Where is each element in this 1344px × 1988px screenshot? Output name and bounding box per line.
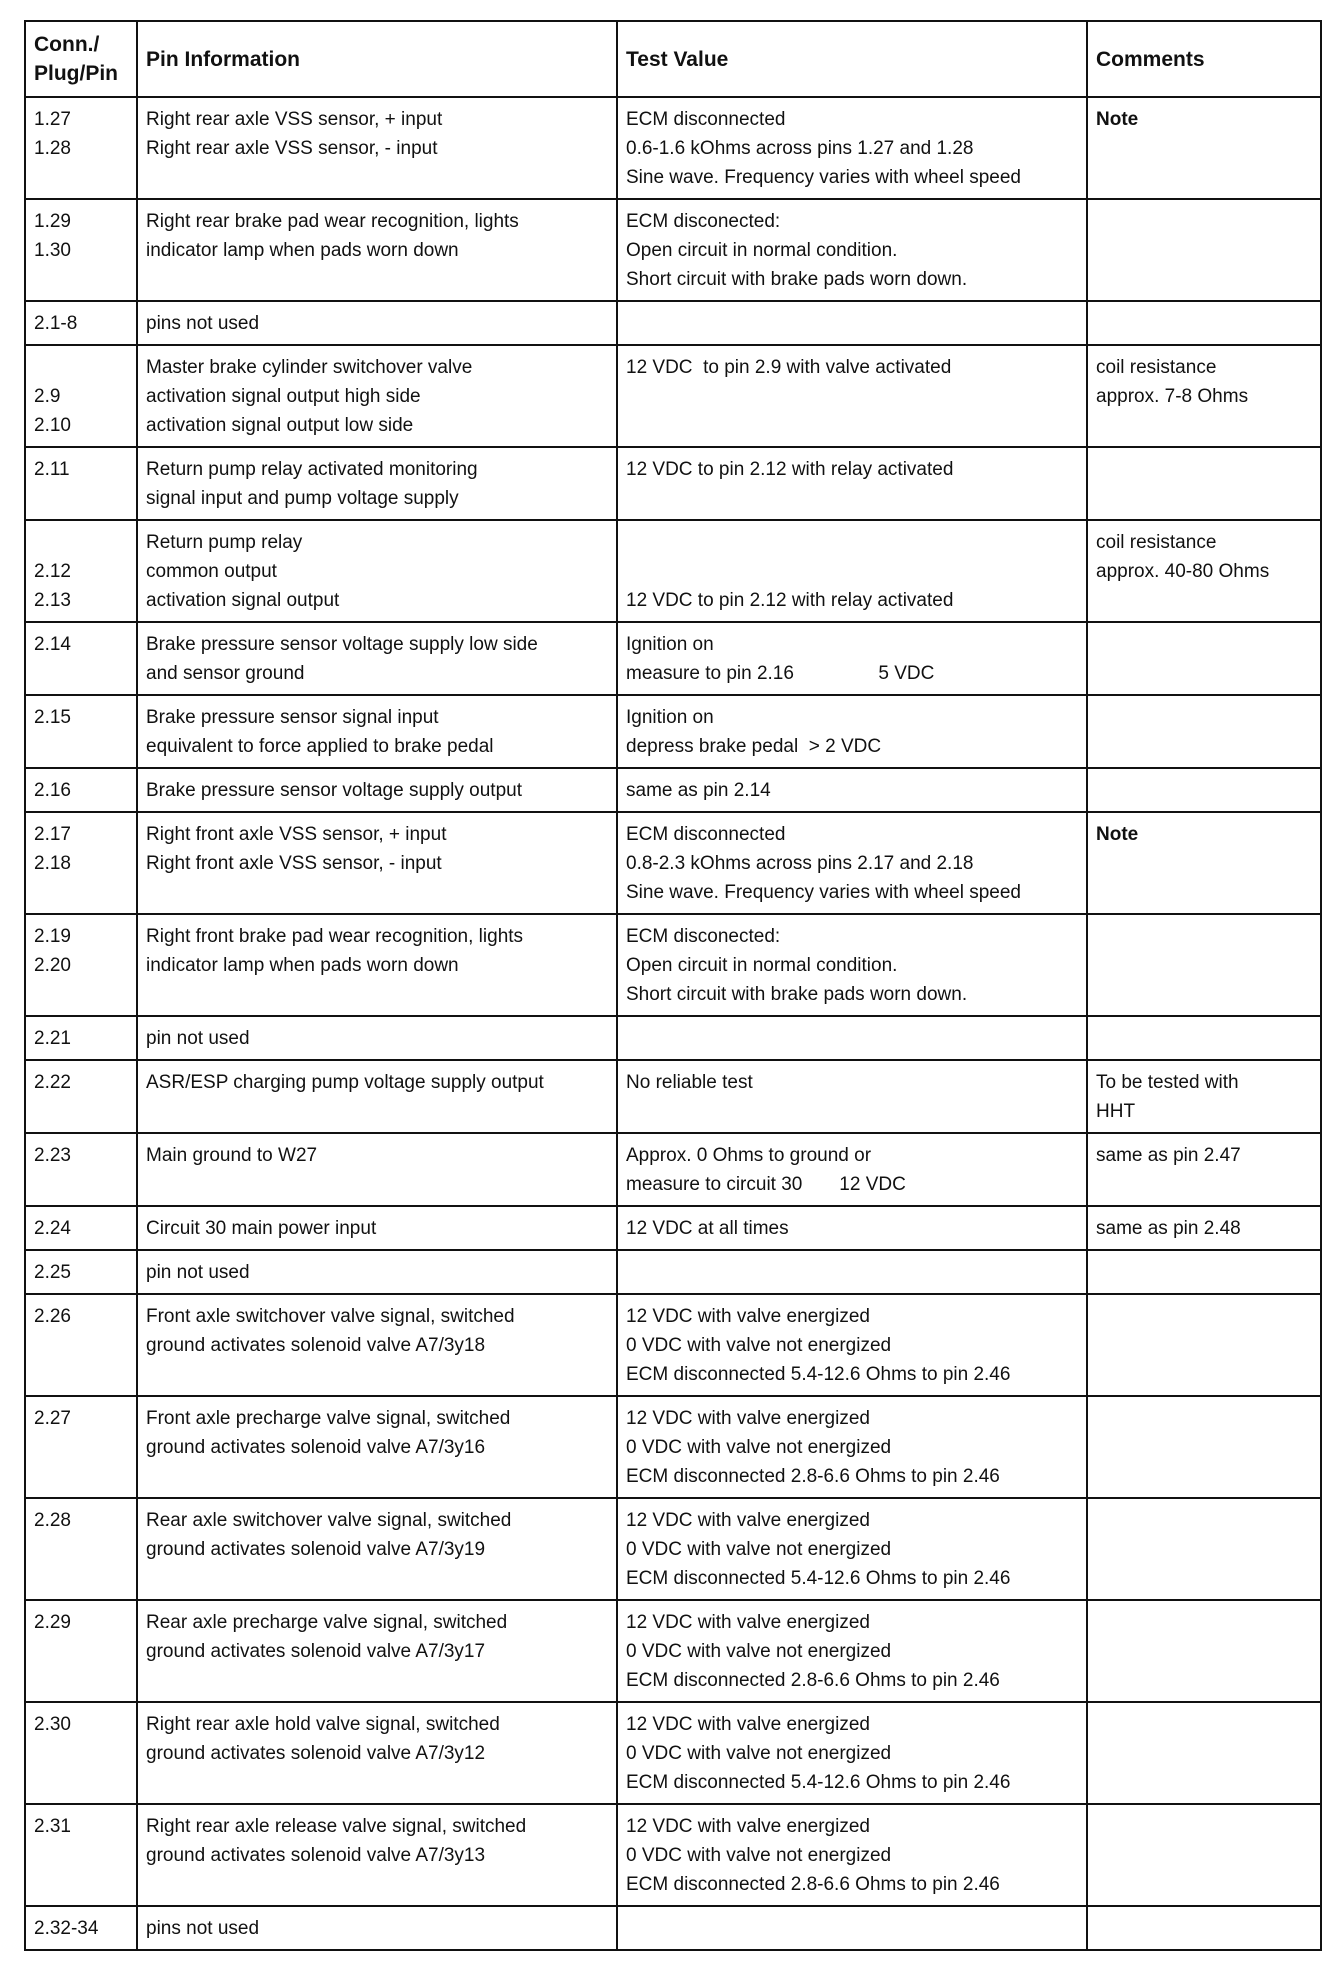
pin-number: 2.13 [34,590,71,611]
pin-info-line: pins not used [146,313,260,334]
header-conn-plug-pin: Conn./ Plug/Pin [25,21,137,97]
pin-info-line: Circuit 30 main power input [146,1218,377,1239]
pin-number: 2.31 [34,1816,71,1837]
pin-number: 2.20 [34,955,71,976]
pin-cell [25,768,137,812]
comment-line: HHT [1096,1101,1136,1122]
test-value-cell [617,1206,1087,1250]
table-row [25,1294,1321,1396]
pin-info-line: pins not used [146,1918,260,1939]
table-row [25,1060,1321,1133]
pin-number: 2.19 [34,926,71,947]
pin-number: 2.25 [34,1262,71,1283]
pin-info-cell [137,1133,617,1206]
pin-number: 2.29 [34,1612,71,1633]
pin-cell [25,1016,137,1060]
test-value-line: 12 VDC to pin 2.12 with relay activated [626,590,954,611]
table-row [25,914,1321,1016]
test-value-line: 12 VDC with valve energized [626,1612,870,1633]
pin-info-line: pin not used [146,1262,250,1283]
pin-cell [25,1906,137,1950]
table-row [25,1250,1321,1294]
pin-cell [25,1060,137,1133]
pin-info-cell [137,768,617,812]
pin-cell [25,345,137,447]
test-value-cell [617,1396,1087,1498]
comments-cell [1087,1600,1321,1702]
test-value-cell [617,1016,1087,1060]
test-value-cell [617,1060,1087,1133]
table-row [25,1702,1321,1804]
test-value-line: Ignition on [626,634,714,655]
pin-info-line: Front axle switchover valve signal, switched [146,1306,515,1327]
table-row [25,1206,1321,1250]
pin-info-line: Main ground to W27 [146,1145,318,1166]
pin-info-line: signal input and pump voltage supply [146,488,459,509]
pin-number: 2.27 [34,1408,71,1429]
pin-number: 1.28 [34,138,71,159]
test-value-line: 12 VDC to pin 2.9 with valve activated [626,357,952,378]
pin-cell [25,97,137,199]
header-row [25,21,1321,97]
pin-cell [25,1498,137,1600]
test-value-line: Sine wave. Frequency varies with wheel speed [626,167,1021,188]
test-value-cell [617,1250,1087,1294]
table-body [25,97,1321,1950]
test-value-line: 0 VDC with valve not energized [626,1539,892,1560]
pin-info-line: ground activates solenoid valve A7/3y18 [146,1335,486,1356]
pin-info-line: Rear axle precharge valve signal, switched [146,1612,508,1633]
test-value-line: ECM disconnected 2.8-6.6 Ohms to pin 2.46 [626,1670,1000,1691]
pin-info-cell [137,301,617,345]
test-value-line: Ignition on [626,707,714,728]
pin-cell [25,1600,137,1702]
comments-cell [1087,1206,1321,1250]
pin-info-line: Front axle precharge valve signal, switched [146,1408,511,1429]
pin-info-line: ground activates solenoid valve A7/3y16 [146,1437,486,1458]
test-value-line: Short circuit with brake pads worn down. [626,984,968,1005]
table-row [25,345,1321,447]
pin-info-line: ground activates solenoid valve A7/3y13 [146,1845,486,1866]
test-value-cell [617,695,1087,768]
comments-cell [1087,1804,1321,1906]
comment-line: Note [1096,824,1139,845]
pin-number: 2.17 [34,824,71,845]
test-value-cell [617,1133,1087,1206]
pin-info-line: pin not used [146,1028,250,1049]
table-row [25,1498,1321,1600]
test-value-line: 0 VDC with valve not energized [626,1437,892,1458]
test-value-cell [617,1294,1087,1396]
test-value-line: measure to pin 2.16 5 VDC [626,663,935,684]
pin-info-line: equivalent to force applied to brake pedal [146,736,494,757]
comments-cell [1087,1906,1321,1950]
test-value-line: ECM disconected: [626,926,781,947]
pin-number [34,353,128,382]
pin-info-line: ground activates solenoid valve A7/3y19 [146,1539,486,1560]
pin-number: 1.27 [34,109,71,130]
pin-cell [25,1804,137,1906]
test-value-cell [617,1906,1087,1950]
pin-number: 2.21 [34,1028,71,1049]
comments-cell [1087,1498,1321,1600]
pin-info-cell [137,1498,617,1600]
pin-number: 2.12 [34,561,71,582]
pin-info-cell [137,695,617,768]
comments-cell [1087,1060,1321,1133]
comments-cell [1087,1016,1321,1060]
pin-info-cell [137,812,617,914]
test-value-line [626,528,1078,557]
pin-number: 2.26 [34,1306,71,1327]
pin-info-cell [137,520,617,622]
comments-cell [1087,695,1321,768]
test-value-cell [617,768,1087,812]
pin-info-cell [137,1016,617,1060]
test-value-line: 0 VDC with valve not energized [626,1641,892,1662]
pin-cell [25,914,137,1016]
pin-number: 2.32-34 [34,1918,99,1939]
pin-number: 2.1-8 [34,313,78,334]
pin-number: 2.18 [34,853,71,874]
comments-cell [1087,1702,1321,1804]
test-value-line: 0.6-1.6 kOhms across pins 1.27 and 1.28 [626,138,974,159]
table-row [25,447,1321,520]
pin-info-cell [137,1060,617,1133]
test-value-cell [617,199,1087,301]
pin-info-line: Right rear axle release valve signal, switched [146,1816,527,1837]
pin-cell [25,695,137,768]
pin-number: 2.23 [34,1145,71,1166]
pin-info-line: activation signal output low side [146,415,414,436]
table-row [25,301,1321,345]
test-value-cell [617,447,1087,520]
table-row [25,1133,1321,1206]
pin-info-line: ASR/ESP charging pump voltage supply output [146,1072,544,1093]
pin-info-line: Right rear axle hold valve signal, switched [146,1714,500,1735]
pin-cell [25,1294,137,1396]
pin-info-cell [137,447,617,520]
comments-cell [1087,914,1321,1016]
pin-info-line: Right rear axle VSS sensor, - input [146,138,438,159]
test-value-line: ECM disconnected 5.4-12.6 Ohms to pin 2.46 [626,1364,1011,1385]
comments-cell [1087,768,1321,812]
test-value-line: measure to circuit 30 12 VDC [626,1174,906,1195]
header-test-value: Test Value [617,21,1087,97]
test-value-line: ECM disconnected 5.4-12.6 Ohms to pin 2.46 [626,1772,1011,1793]
comments-cell [1087,447,1321,520]
comment-line: To be tested with [1096,1072,1239,1093]
test-value-line: 0 VDC with valve not energized [626,1335,892,1356]
pin-number: 2.16 [34,780,71,801]
table-row [25,1016,1321,1060]
pin-info-cell [137,1250,617,1294]
pin-cell [25,520,137,622]
test-value-line: 0.8-2.3 kOhms across pins 2.17 and 2.18 [626,853,974,874]
pin-cell [25,1396,137,1498]
table-row [25,812,1321,914]
pin-info-line: Master brake cylinder switchover valve [146,357,473,378]
test-value-cell [617,1498,1087,1600]
pin-cell [25,301,137,345]
table-row [25,1906,1321,1950]
test-value-line: Short circuit with brake pads worn down. [626,269,968,290]
test-value-cell [617,812,1087,914]
pin-info-cell [137,1702,617,1804]
pin-info-line: Brake pressure sensor signal input [146,707,439,728]
table-row [25,1600,1321,1702]
pin-info-line: activation signal output [146,590,340,611]
table-row [25,622,1321,695]
header-pin-information: Pin Information [137,21,617,97]
pin-info-line: Return pump relay [146,532,303,553]
pin-info-line: Right rear brake pad wear recognition, lights [146,211,519,232]
comment-line: same as pin 2.47 [1096,1145,1241,1166]
table-row [25,1396,1321,1498]
test-value-line [626,557,1078,586]
pin-cell [25,1250,137,1294]
test-value-line: Open circuit in normal condition. [626,955,898,976]
pin-number: 2.9 [34,386,61,407]
pin-assignment-table [24,20,1322,1951]
pin-info-cell [137,97,617,199]
pin-info-cell [137,622,617,695]
table-row [25,768,1321,812]
pin-number: 2.11 [34,459,70,480]
table-row [25,97,1321,199]
pin-cell [25,1702,137,1804]
test-value-line: 12 VDC with valve energized [626,1816,870,1837]
test-value-line: ECM disconected: [626,211,781,232]
pin-info-cell [137,1804,617,1906]
pin-number: 2.28 [34,1510,71,1531]
comments-cell [1087,622,1321,695]
pin-info-line: Brake pressure sensor voltage supply output [146,780,522,801]
pin-number: 1.30 [34,240,71,261]
pin-cell [25,812,137,914]
test-value-line: 12 VDC at all times [626,1218,789,1239]
test-value-line: 0 VDC with valve not energized [626,1845,892,1866]
pin-info-cell [137,1600,617,1702]
pin-cell [25,1206,137,1250]
comment-line: coil resistance [1096,532,1217,553]
test-value-line: 12 VDC with valve energized [626,1408,870,1429]
test-value-line: ECM disconnected 2.8-6.6 Ohms to pin 2.46 [626,1874,1000,1895]
table-row [25,695,1321,768]
test-value-cell [617,301,1087,345]
pin-number [34,528,128,557]
pin-cell [25,199,137,301]
comment-line: approx. 40-80 Ohms [1096,561,1270,582]
pin-info-line: Right rear axle VSS sensor, + input [146,109,443,130]
comments-cell [1087,301,1321,345]
test-value-line: same as pin 2.14 [626,780,771,801]
test-value-cell [617,914,1087,1016]
pin-number: 2.14 [34,634,71,655]
test-value-line: 12 VDC to pin 2.12 with relay activated [626,459,954,480]
comment-line: coil resistance [1096,357,1217,378]
table-row [25,520,1321,622]
pin-cell [25,622,137,695]
comment-line: approx. 7-8 Ohms [1096,386,1249,407]
comments-cell [1087,1133,1321,1206]
comments-cell [1087,1250,1321,1294]
test-value-line: 0 VDC with valve not energized [626,1743,892,1764]
pin-number: 1.29 [34,211,71,232]
test-value-cell [617,1600,1087,1702]
test-value-line: No reliable test [626,1072,753,1093]
pin-info-line: Rear axle switchover valve signal, switched [146,1510,512,1531]
pin-info-cell [137,199,617,301]
test-value-line: 12 VDC with valve energized [626,1510,870,1531]
test-value-line: ECM disconnected 5.4-12.6 Ohms to pin 2.46 [626,1568,1011,1589]
test-value-line: 12 VDC with valve energized [626,1306,870,1327]
test-value-cell [617,1702,1087,1804]
test-value-cell [617,345,1087,447]
pin-info-line: indicator lamp when pads worn down [146,240,459,261]
pin-cell [25,1133,137,1206]
test-value-line: ECM disconnected [626,109,786,130]
comments-cell [1087,97,1321,199]
comments-cell [1087,812,1321,914]
test-value-line: ECM disconnected [626,824,786,845]
test-value-line: Approx. 0 Ohms to ground or [626,1145,872,1166]
pin-number: 2.22 [34,1072,71,1093]
comments-cell [1087,1294,1321,1396]
test-value-line: Open circuit in normal condition. [626,240,898,261]
pin-info-cell [137,1396,617,1498]
pin-info-line: indicator lamp when pads worn down [146,955,459,976]
table-row [25,1804,1321,1906]
test-value-line: Sine wave. Frequency varies with wheel speed [626,882,1021,903]
pin-number: 2.24 [34,1218,71,1239]
pin-info-cell [137,1906,617,1950]
test-value-line: depress brake pedal > 2 VDC [626,736,882,757]
pin-info-cell [137,1294,617,1396]
comments-cell [1087,520,1321,622]
pin-cell [25,447,137,520]
pin-info-cell [137,1206,617,1250]
pin-info-line: Right front axle VSS sensor, - input [146,853,442,874]
pin-info-line: Right front axle VSS sensor, + input [146,824,447,845]
pin-info-cell [137,345,617,447]
pin-info-line: ground activates solenoid valve A7/3y17 [146,1641,486,1662]
test-value-cell [617,520,1087,622]
header-comments: Comments [1087,21,1321,97]
pin-info-line: ground activates solenoid valve A7/3y12 [146,1743,486,1764]
table-header [25,21,1321,97]
test-value-line: 12 VDC with valve energized [626,1714,870,1735]
pin-info-line: Return pump relay activated monitoring [146,459,478,480]
test-value-cell [617,1804,1087,1906]
pin-info-line: and sensor ground [146,663,305,684]
comments-cell [1087,1396,1321,1498]
pin-number: 2.15 [34,707,71,728]
pin-info-line: common output [146,561,277,582]
comments-cell [1087,345,1321,447]
test-value-cell [617,97,1087,199]
pin-info-line: Brake pressure sensor voltage supply low side [146,634,538,655]
pin-number: 2.30 [34,1714,71,1735]
comment-line: same as pin 2.48 [1096,1218,1241,1239]
pin-number: 2.10 [34,415,71,436]
test-value-line: ECM disconnected 2.8-6.6 Ohms to pin 2.46 [626,1466,1000,1487]
comment-line: Note [1096,109,1139,130]
comments-cell [1087,199,1321,301]
pin-info-cell [137,914,617,1016]
table-row [25,199,1321,301]
pin-info-line: activation signal output high side [146,386,421,407]
test-value-cell [617,622,1087,695]
pin-info-line: Right front brake pad wear recognition, lights [146,926,524,947]
